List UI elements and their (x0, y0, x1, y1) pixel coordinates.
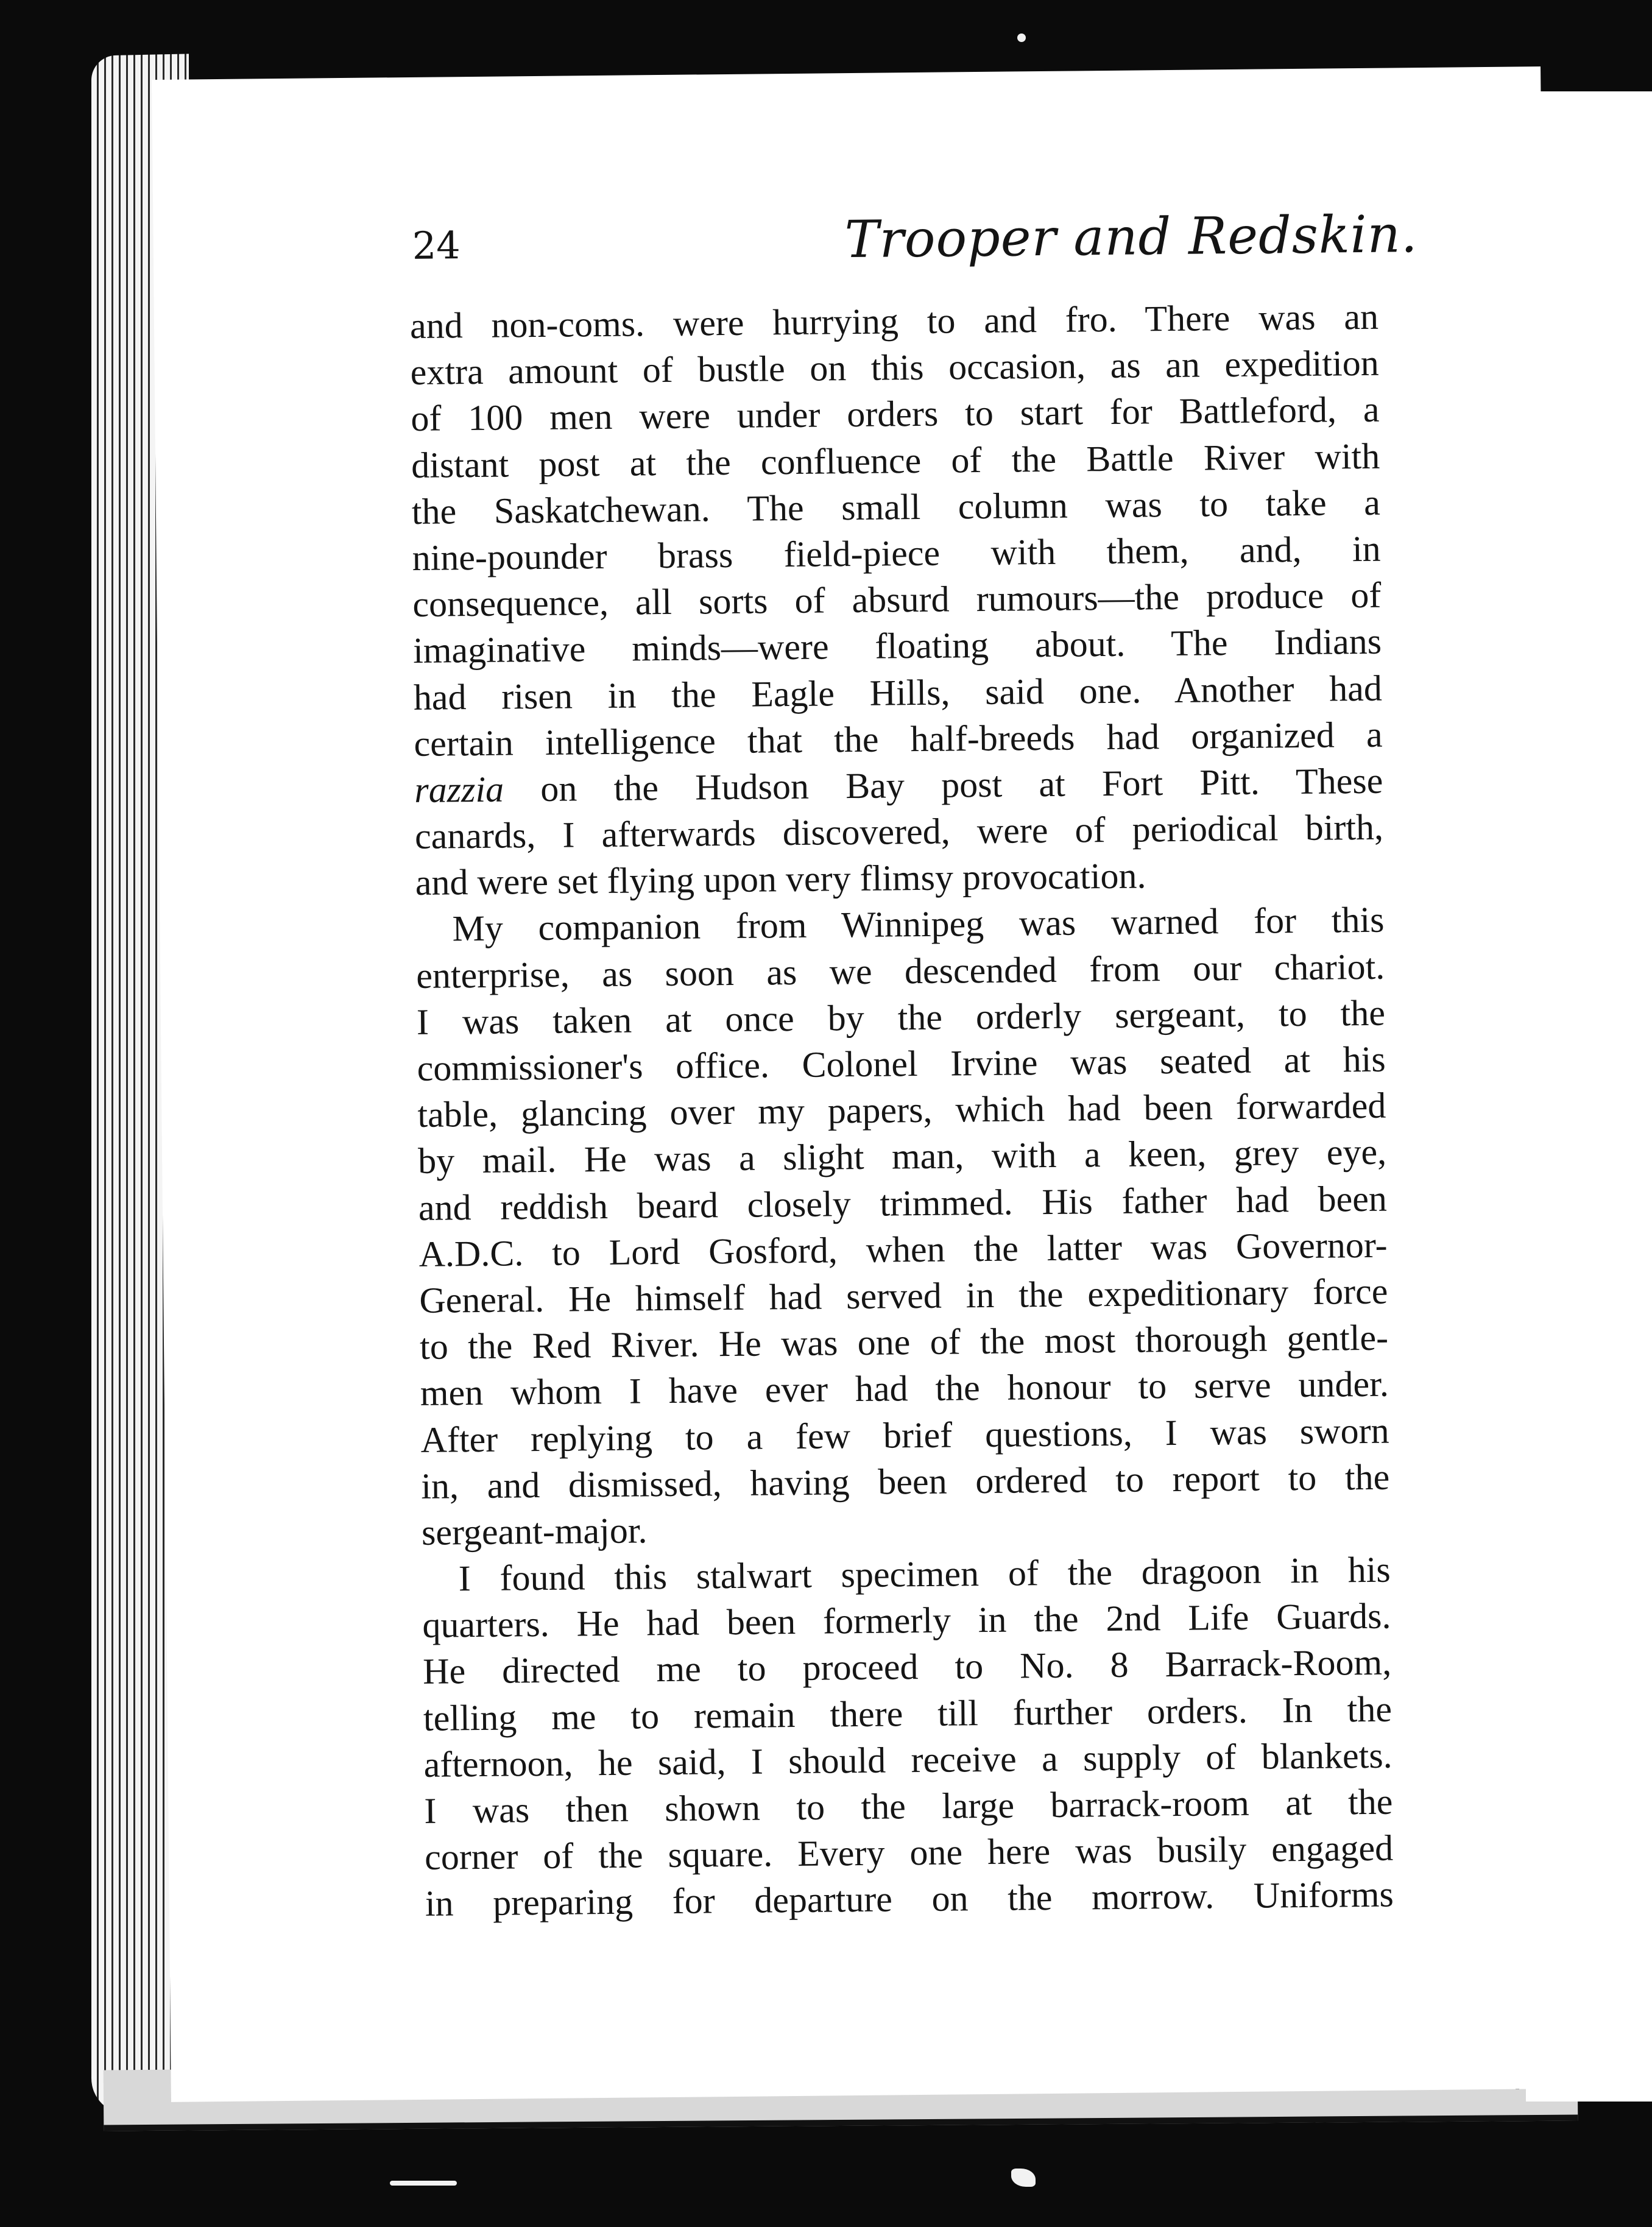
scan-speck (1017, 34, 1026, 42)
scan-speck (1011, 2169, 1036, 2187)
body-text (410, 294, 1394, 1927)
paragraph-end-line: and were set flying upon very flimsy provocation. (415, 855, 1146, 903)
page-number: 24 (412, 223, 461, 268)
paragraph-start-line: My companion from Winnipeg was warned for this (452, 900, 1385, 949)
text-line: enterprise, as soon as we descended from our chariot. (415, 946, 1385, 996)
text-line: and reddish beard closely trimmed. His father had been (418, 1178, 1388, 1228)
text-line: consequence, all sorts of absurd rumours—the produce of (412, 574, 1382, 625)
text-line: I was then shown to the large barrack-room at the (424, 1781, 1393, 1831)
text-line: nine-pounder brass field-piece with them, and, in (412, 528, 1381, 578)
paragraph-end-line: sergeant-major. (421, 1510, 648, 1553)
text-line: afternoon, he said, I should receive a supply of blankets. (423, 1735, 1393, 1785)
text-line: in preparing for departure on the morrow. Uniforms (425, 1874, 1394, 1924)
text-line: quarters. He had been formerly in the 2nd Life Guards. (422, 1595, 1391, 1646)
line-remainder: on the Hudson Bay post at Fort Pitt. These (503, 760, 1383, 810)
paragraph-start-line: I found this stalwart specimen of the dragoon in his (458, 1549, 1391, 1599)
text-line: to the Red River. He was one of the most thorough gentle- (419, 1317, 1389, 1368)
book-page (152, 66, 1560, 2102)
text-line: commissioner's office. Colonel Irvine was seated at his (417, 1039, 1386, 1089)
text-line: telling me to remain there till further orders. In the (423, 1689, 1393, 1738)
text-line: had risen in the Eagle Hills, said one. Another had (413, 668, 1383, 718)
text-line: imaginative minds—were floating about. The Indians (412, 621, 1382, 671)
text-line: in, and dismissed, having been ordered to report to the (420, 1456, 1390, 1506)
text-line: and non-coms. were hurrying to and fro. There was an (409, 296, 1379, 346)
text-line: A.D.C. to Lord Gosford, when the latter was Governor- (418, 1224, 1388, 1274)
text-line: I was taken at once by the orderly sergeant, to the (416, 992, 1386, 1042)
running-title: Trooper and Redskin. (844, 204, 1418, 270)
text-line: distant post at the confluence of the Battle River with (411, 436, 1380, 485)
text-line: extra amount of bustle on this occasion, as an expedition (410, 342, 1379, 393)
text-line: corner of the square. Every one here was busily engaged (424, 1827, 1394, 1878)
text-line: He directed me to proceed to No. 8 Barrack-Room, (422, 1642, 1392, 1692)
text-line: the Saskatchewan. The small column was to take a (411, 482, 1381, 532)
scan-speck (390, 2181, 457, 2186)
italic-word: razzia (414, 769, 504, 810)
text-line: General. He himself had served in the expeditionary force (419, 1271, 1388, 1321)
text-line: of 100 men were under orders to start for Battleford, a (411, 389, 1380, 439)
text-line: by mail. He was a slight man, with a keen, grey eye, (417, 1132, 1387, 1182)
text-line: certain intelligence that the half-breeds had organized a (414, 714, 1383, 764)
text-line: men whom I have ever had the honour to serve under. (420, 1363, 1389, 1414)
text-line: table, glancing over my papers, which had been forwarded (417, 1085, 1386, 1135)
text-line: After replying to a few brief questions, I was sworn (420, 1410, 1389, 1460)
text-line: canards, I afterwards discovered, were of periodical birth, (414, 806, 1384, 856)
